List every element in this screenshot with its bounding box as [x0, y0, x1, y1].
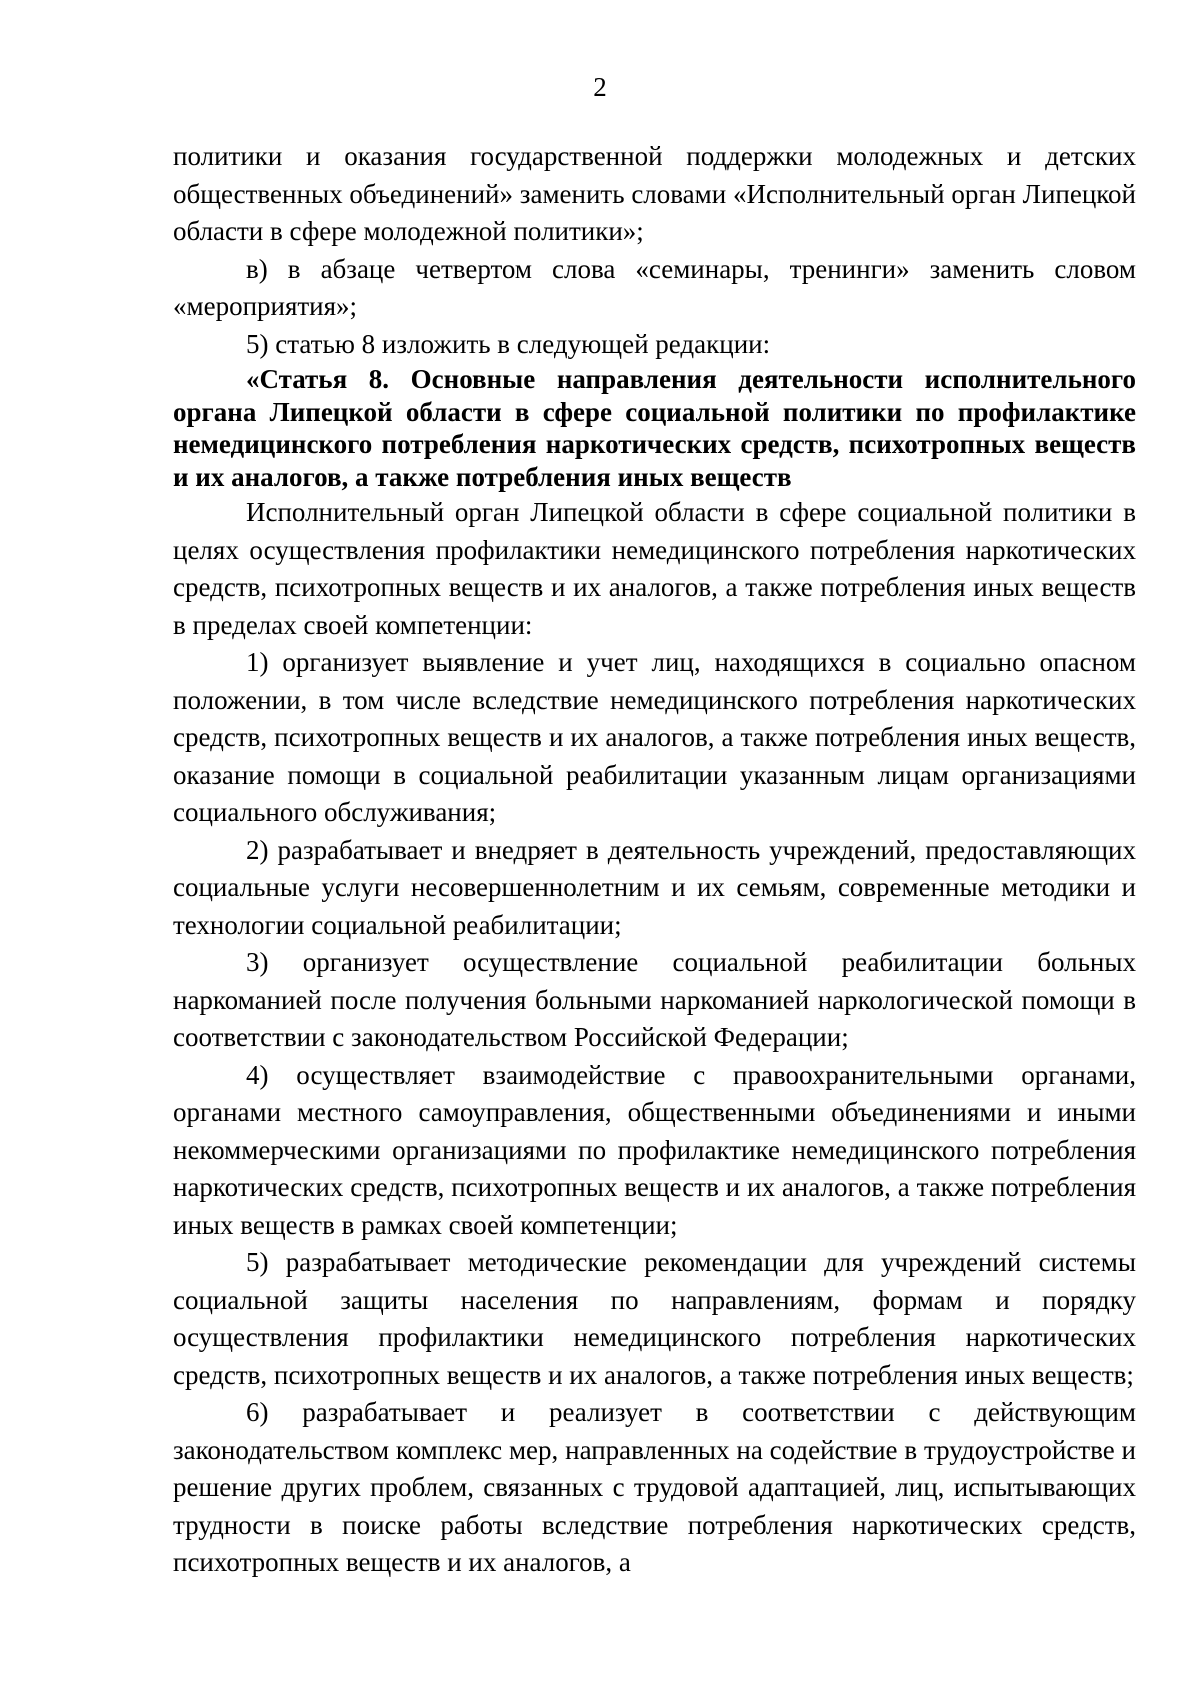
list-item-4: 4) осуществляет взаимодействие с правоохранительными органами, органами местного самоуправления, общественными объединениями и иными некоммерческими организациями по профилактике немедицинского потребления наркотических средств, психотропных веществ и их аналогов, а также потребления иных веществ в рамках своей компетенции;	[173, 1059, 1136, 1240]
paragraph-article-intro: Исполнительный орган Липецкой области в сфере социальной политики в целях осуществления профилактики немедицинского потребления наркотических средств, психотропных веществ и их аналогов, а также потребления иных веществ в пределах своей компетенции:	[173, 497, 1136, 640]
paragraph-amendment-v: в) в абзаце четвертом слова «семинары, тренинги» заменить словом «мероприятия»;	[173, 253, 1136, 321]
list-item-1: 1) организует выявление и учет лиц, находящихся в социально опасном положении, в том числе вследствие немедицинского потребления наркотических средств, психотропных веществ и их аналогов, а также потребления иных веществ, оказание помощи в социальной реабилитации указанным лицам организациями социального обслуживания;	[173, 647, 1136, 827]
list-item-6: 6) разрабатывает и реализует в соответствии с действующим законодательством комплекс мер, направленных на содействие в трудоустройстве и решение других проблем, связанных с трудовой адаптацией, лиц, испытывающих трудности в поиске работы вследствие потребления наркотических средств, психотропных веществ и их аналогов, а	[173, 1397, 1136, 1577]
list-item-2: 2) разрабатывает и внедряет в деятельность учреждений, предоставляющих социальные услуги несовершеннолетним и их семьям, современные методики и технологии социальной реабилитации;	[173, 834, 1136, 940]
page-number: 2	[593, 72, 607, 102]
document-body	[173, 138, 1136, 1582]
article-8-heading: «Статья 8. Основные направления деятельности исполнительного органа Липецкой области в сфере социальной политики по профилактике немедицинского потребления наркотических средств, психотропных веществ и их аналогов, а также потребления иных веществ	[173, 364, 1136, 492]
list-item-3: 3) организует осуществление социальной реабилитации больных наркоманией после получения больными наркоманией наркологической помощи в соответствии с законодательством Российской Федерации;	[173, 947, 1136, 1052]
list-item-5: 5) разрабатывает методические рекомендации для учреждений системы социальной защиты населения по направлениям, формам и порядку осуществления профилактики немедицинского потребления наркотических средств, психотропных веществ и их аналогов, а также потребления иных веществ;	[173, 1247, 1136, 1390]
paragraph-amendment-5: 5) статью 8 изложить в следующей редакции:	[246, 328, 771, 359]
paragraph-continuation: политики и оказания государственной поддержки молодежных и детских общественных объединений» заменить словами «Исполнительный орган Липецкой области в сфере молодежной политики»;	[173, 141, 1136, 246]
